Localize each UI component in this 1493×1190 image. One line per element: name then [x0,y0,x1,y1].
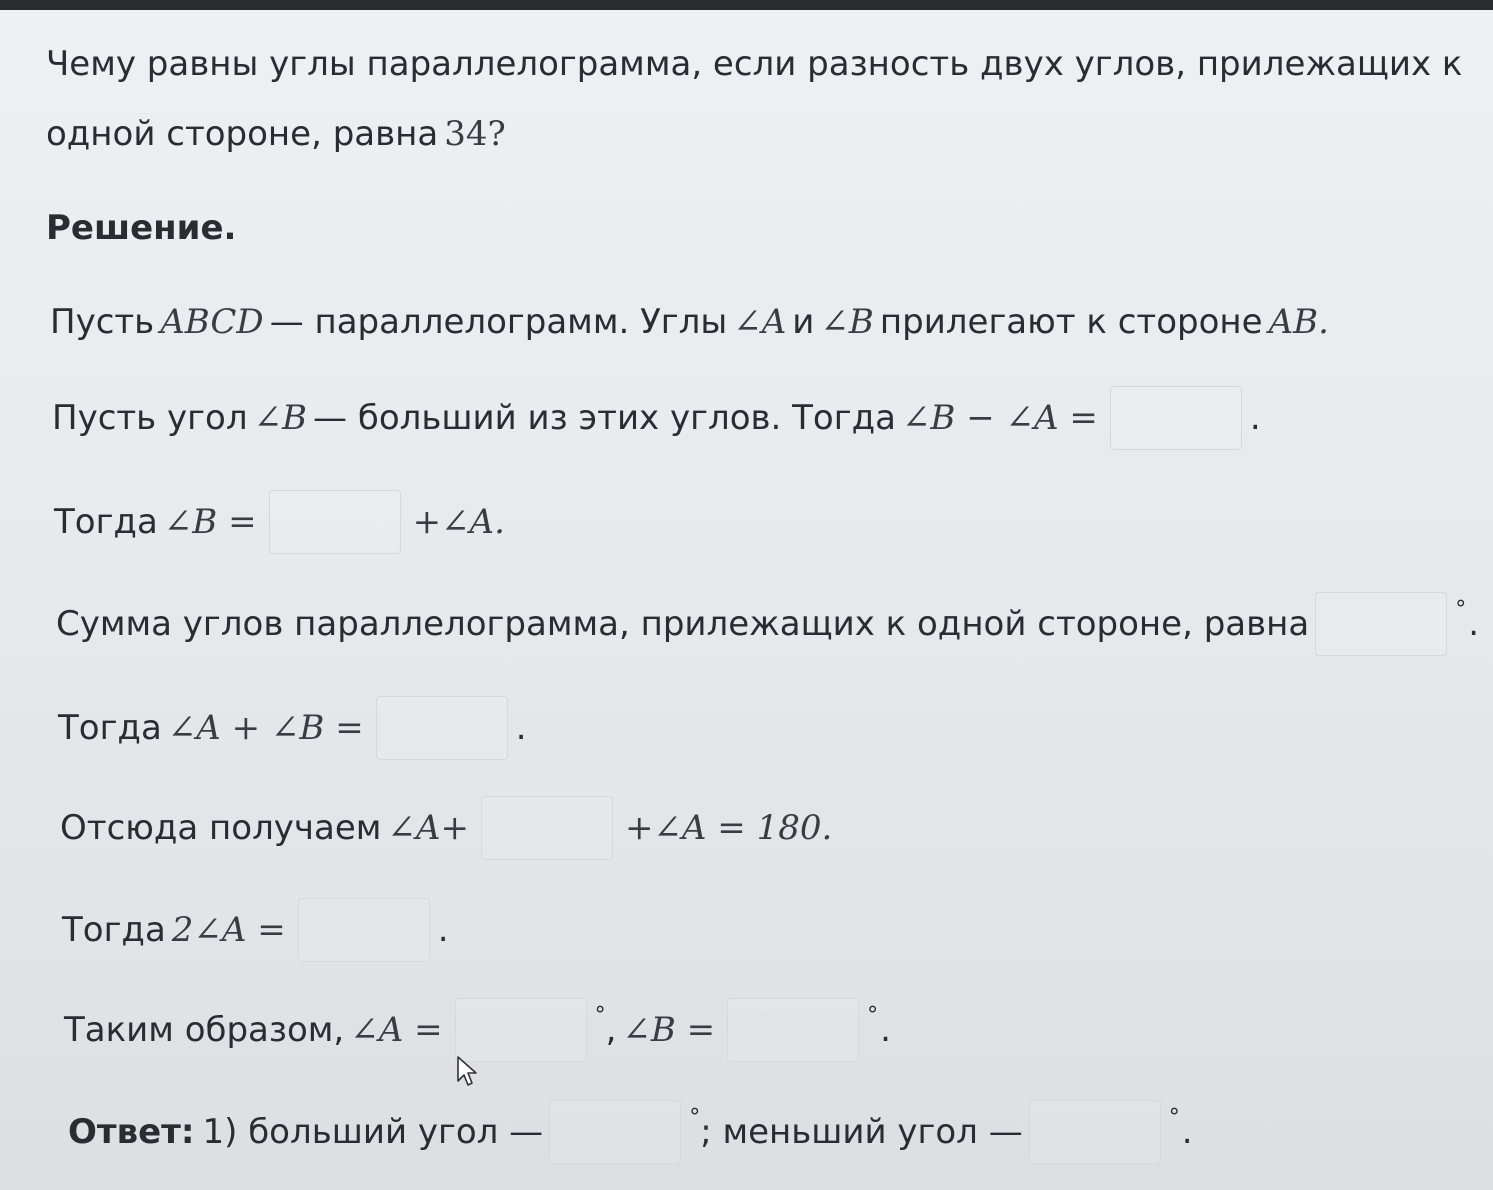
solution-step-1: Пусть ABCD — параллелограмм. Углы ∠A и ∠B прилегают к стороне AB. [50,302,1329,342]
solution-step-6: Отсюда получаем ∠A+ +∠A = 180. [60,796,838,860]
solution-step-8: Таким образом, ∠A = ° , ∠B = ° . [64,998,891,1062]
answer-input-difference[interactable] [1110,386,1242,450]
solution-step-4: Сумма углов параллелограмма, прилежащих к одной стороне, равна ° . [56,592,1479,656]
answer-input-smaller-angle[interactable] [1029,1100,1161,1164]
answer-input-equation-term[interactable] [481,796,613,860]
answer-input-angle-b[interactable] [727,998,859,1062]
answer-input-angle-a[interactable] [455,998,587,1062]
answer-input-larger-angle[interactable] [549,1100,681,1164]
mouse-cursor-icon [456,1055,480,1089]
answer-label: Ответ: [68,1112,195,1152]
answer-input-sum-value[interactable] [376,696,508,760]
solution-step-2: Пусть угол ∠B — больший из этих углов. Тогда ∠B − ∠A = . [52,386,1261,450]
solution-heading: Решение. [46,208,237,248]
difference-value: 34? [444,114,506,154]
answer-input-b-expression[interactable] [269,490,401,554]
question-line-1: Чему равны углы параллелограмма, если разность двух углов, прилежащих к [46,44,1463,84]
solution-step-5: Тогда ∠A + ∠B = . [58,696,527,760]
solution-step-7: Тогда 2∠A = . [62,898,449,962]
answer-input-angle-sum[interactable] [1315,592,1447,656]
question-line-2: одной стороне, равна 34? [46,114,506,154]
solution-step-3: Тогда ∠B = +∠A. [54,490,511,554]
answer-input-double-a[interactable] [298,898,430,962]
answer-line: Ответ: 1) больший угол — ° ; меньший угол — ° . [68,1100,1193,1164]
